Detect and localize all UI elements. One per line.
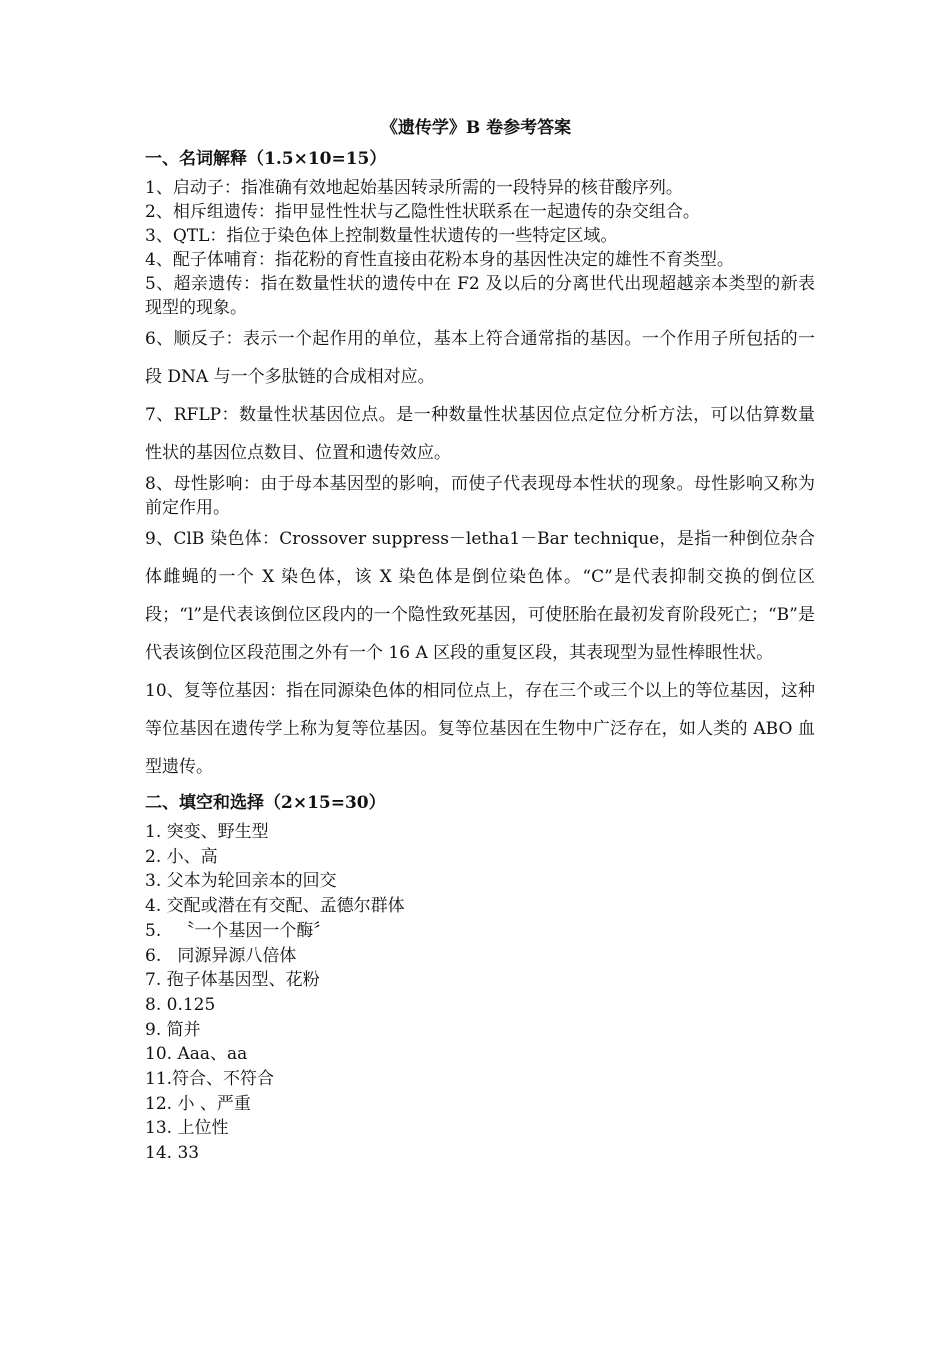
answer-item: 9. 简并 <box>145 1019 201 1040</box>
definition-item: 9、ClB 染色体：Crossover suppress－letha1－Bar technique，是指一种倒位杂合体雌蝇的一个 X 染色体，该 X 染色体是倒位染色体。“C”是代表抑制交换的倒位区段；“l”是代表该倒位区段内的一个隐性致死基因，可使胚胎在最初发育阶段死亡；“B”是代表该倒位区段范围之外有一个 16 A 区段的重复区段，其表现型为显性棒眼性状。 <box>145 529 815 663</box>
definition-item: 8、母性影响：由于母本基因型的影响，而使子代表现母本性状的现象。母性影响又称为前定作用。 <box>145 474 815 518</box>
answer-item: 14. 33 <box>145 1143 200 1164</box>
answer-list <box>145 820 815 1166</box>
section-heading-fill-choice: 二、填空和选择（2×15=30） <box>145 793 386 813</box>
answer-item: 1. 突变、野生型 <box>145 822 269 842</box>
answer-item: 7. 孢子体基因型、花粉 <box>145 970 320 991</box>
answer-item: 12. 小 、严重 <box>145 1093 251 1114</box>
document-body <box>145 146 815 1166</box>
definition-item: 2、相斥组遗传：指甲显性性状与乙隐性性状联系在一起遗传的杂交组合。 <box>145 202 700 222</box>
answer-item: 2. 小、高 <box>145 846 218 867</box>
definition-item: 6、顺反子：表示一个起作用的单位，基本上符合通常指的基因。一个作用子所包括的一段 DNA 与一个多肽链的合成相对应。 <box>145 329 815 387</box>
answer-item: 6. 同源异源八倍体 <box>145 945 297 966</box>
answer-item: 11.符合、不符合 <box>145 1069 275 1090</box>
definition-item: 5、超亲遗传：指在数量性状的遗传中在 F2 及以后的分离世代出现超越亲本类型的新表现型的现象。 <box>145 274 815 318</box>
definition-item: 3、QTL：指位于染色体上控制数量性状遗传的一些特定区域。 <box>145 226 618 246</box>
answer-item: 4. 交配或潜在有交配、孟德尔群体 <box>145 896 405 917</box>
answer-item: 5. 〝一个基因一个酶〞 <box>145 920 331 941</box>
answer-item: 3. 父本为轮回亲本的回交 <box>145 871 337 892</box>
definition-item: 7、RFLP：数量性状基因位点。是一种数量性状基因位点定位分析方法，可以估算数量性状的基因位点数目、位置和遗传效应。 <box>145 405 815 463</box>
definition-item: 1、启动子：指准确有效地起始基因转录所需的一段特异的核苷酸序列。 <box>145 178 683 198</box>
answer-item: 8. 0.125 <box>145 994 216 1015</box>
section-heading-definitions: 一、名词解释（1.5×10=15） <box>145 149 387 169</box>
document-title: 《遗传学》B 卷参考答案 <box>380 118 572 138</box>
definition-item: 10、复等位基因：指在同源染色体的相同位点上，存在三个或三个以上的等位基因，这种等位基因在遗传学上称为复等位基因。复等位基因在生物中广泛存在，如人类的 ABO 血型遗传。 <box>145 681 815 777</box>
answer-item: 10. Aaa、aa <box>145 1044 248 1065</box>
definition-item: 4、配子体哺育：指花粉的育性直接由花粉本身的基因性决定的雄性不育类型。 <box>145 250 734 270</box>
answer-item: 13. 上位性 <box>145 1118 229 1139</box>
